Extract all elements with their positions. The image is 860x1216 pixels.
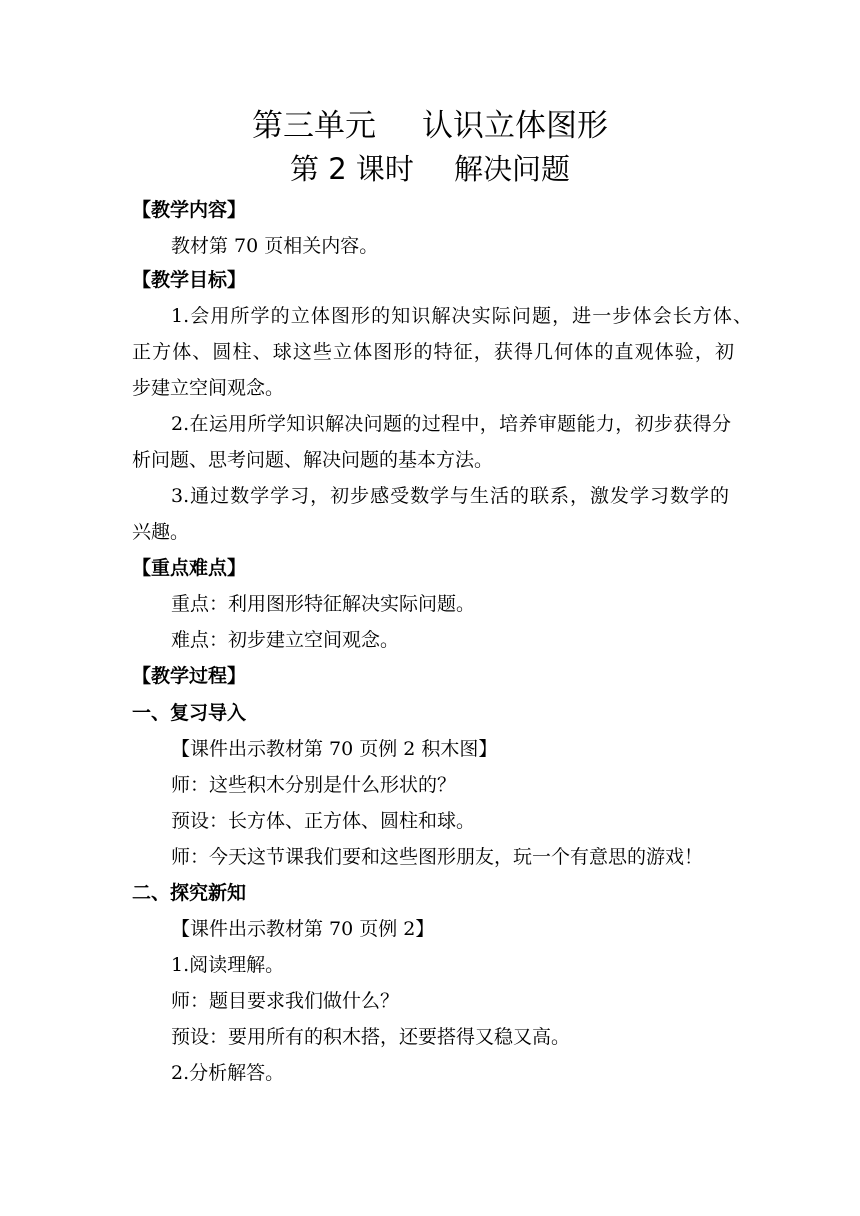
teaching-process-heading: 【教学过程】: [132, 665, 247, 687]
lesson-topic: 解决问题: [453, 152, 570, 186]
section-2-line-4: 预设：要用所有的积木搭，还要搭得又稳又高。: [171, 1026, 571, 1048]
goal-3-line-1: 3.通过数学学习，初步感受数学与生活的联系，激发学习数学的: [171, 485, 729, 507]
goal-3-line-2: 兴趣。: [132, 521, 190, 543]
section-1-line-4: 师：今天这节课我们要和这些图形朋友，玩一个有意思的游戏！: [171, 846, 704, 868]
section-2-line-2: 1.阅读理解。: [171, 954, 285, 976]
lesson-title: [0, 149, 860, 189]
section-2-line-3: 师：题目要求我们做什么？: [171, 990, 400, 1012]
goal-1-line-2: 正方体、圆柱、球这些立体图形的特征，获得几何体的直观体验，初: [132, 341, 734, 363]
goal-2-line-2: 析问题、思考问题、解决问题的基本方法。: [132, 449, 494, 471]
key-point-text: 重点：利用图形特征解决实际问题。: [171, 593, 476, 615]
section-1-line-2: 师：这些积木分别是什么形状的？: [171, 774, 457, 796]
key-points-heading: 【重点难点】: [132, 557, 247, 579]
teaching-content-heading: 【教学内容】: [132, 199, 247, 221]
goal-1-line-1: 1.会用所学的立体图形的知识解决实际问题，进一步体会长方体、: [171, 305, 752, 327]
goal-1-line-3: 步建立空间观念。: [132, 377, 285, 399]
section-2-line-5: 2.分析解答。: [171, 1062, 285, 1084]
teaching-content-text: 教材第 70 页相关内容。: [171, 235, 379, 257]
goal-2-line-1: 2.在运用所学知识解决问题的过程中，培养审题能力，初步获得分: [171, 413, 731, 435]
unit-number: 第三单元: [252, 108, 376, 144]
unit-topic: 认识立体图形: [422, 108, 608, 144]
section-1-line-1: 【课件出示教材第 70 页例 2 积木图】: [171, 738, 498, 760]
difficult-point-text: 难点：初步建立空间观念。: [171, 629, 400, 651]
teaching-goals-heading: 【教学目标】: [132, 269, 247, 291]
section-2-line-1: 【课件出示教材第 70 页例 2】: [171, 918, 435, 940]
section-2-heading: 二、探究新知: [132, 882, 247, 904]
unit-title: [0, 106, 860, 146]
lesson-number: 第 2 课时: [290, 152, 414, 186]
section-1-heading: 一、复习导入: [132, 702, 247, 724]
section-1-line-3: 预设：长方体、正方体、圆柱和球。: [171, 810, 476, 832]
